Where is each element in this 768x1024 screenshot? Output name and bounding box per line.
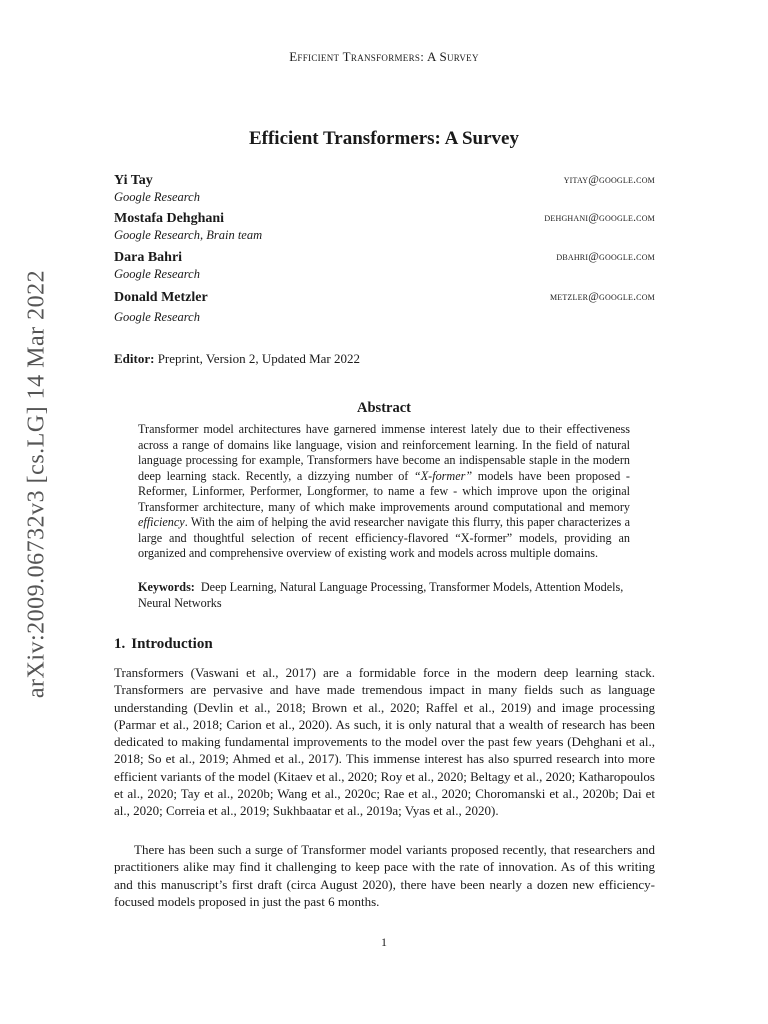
abstract-text: Transformer model architectures have garnered immense interest lately due to their effectiveness across a range of domains like language, vision and reinforcement learning. In the field of natural language processing for example, Transformers have become an indispensable staple in the modern deep learning stack. Recently, a dizzying number of [138,422,630,483]
keywords-text: Deep Learning, Natural Language Processing, Transformer Models, Attention Models, Neural Networks [138,580,624,610]
abstract-emphasis-efficiency: efficiency [138,515,185,529]
author-email: dbahri@google.com [556,251,655,263]
keywords [138,580,630,611]
keywords-label: Keywords: [138,580,195,594]
author-name: Mostafa Dehghani [114,211,225,226]
author-block [114,290,655,325]
author-name: Yi Tay [114,173,153,188]
abstract-text: models have been proposed - Reformer, Linformer, Performer, Longformer, to name a few - which improve upon the original Transformer architecture, many of which make improvements around computational and memory [138,468,630,514]
author-affiliation: Google Research [114,310,200,324]
section-title: Introduction [131,636,213,652]
author-affiliation: Google Research [114,190,200,204]
author-name: Donald Metzler [114,290,208,305]
author-block [114,250,655,282]
author-block [114,173,655,205]
author-email: yitay@google.com [563,174,655,186]
abstract-body [138,422,630,562]
editor-label: Editor: [114,351,155,366]
paper-title: Efficient Transformers: A Survey [248,128,519,149]
arxiv-side-stamp [14,268,60,700]
author-affiliation: Google Research [114,267,200,281]
section-heading-introduction [114,636,213,653]
author-block [114,211,655,243]
page-number: 1 [381,935,387,949]
paragraph: Transformers (Vaswani et al., 2017) are a formidable force in the modern deep learning stack. Transformers are pervasive and have made tremendous impact in many fields such as language understanding (Devlin et al., 2018; Brown et al., 2020; Raffel et al., 2019) and image processing (Parmar et al., 2018; Carion et al., 2020). As such, it is only natural that a wealth of research has been dedicated to making fundamental improvements to the model over the past few years (Dehghani et al., 2018; So et al., 2019; Ahmed et al., 2017). This immense interest has also spurred research into more efficient variants of the model (Kitaev et al., 2020; Roy et al., 2020; Beltagy et al., 2020; Katharopoulos et al., 2020; Tay et al., 2020b; Wang et al., 2020c; Rae et al., 2020; Choromanski et al., 2020b; Dai et al., 2020; Correia et al., 2019; Sukhbaatar et al., 2019a; Vyas et al., 2020). [114,665,655,819]
author-email: metzler@google.com [549,291,655,303]
section-number: 1. [114,636,126,652]
author-email: dehghani@google.com [544,212,655,224]
author-affiliation: Google Research, Brain team [114,228,263,242]
editor-text: Preprint, Version 2, Updated Mar 2022 [157,351,361,366]
paragraph: There has been such a surge of Transformer model variants proposed recently, that researchers and practitioners alike may find it challenging to keep pace with the rate of innovation. As of this writing and this manuscript’s first draft (circa August 2020), there have been nearly a dozen new efficiency-focused models proposed in just the past 6 months. [114,842,655,909]
editor-line [114,351,360,367]
abstract-heading: Abstract [357,400,411,416]
abstract-text: . With the aim of helping the avid researcher navigate this flurry, this paper characterizes a large and thoughtful selection of recent efficiency-flavored “X-former” models, providing an organized and comprehensive overview of existing work and models across multiple domains. [138,515,630,560]
author-name: Dara Bahri [114,250,183,265]
arxiv-identifier: arXiv:2009.06732v3 [cs.LG] 14 Mar 2022 [23,269,50,699]
abstract-emphasis-xformer: “X-former” [413,468,473,483]
running-head: Efficient Transformers: A Survey [289,49,479,64]
